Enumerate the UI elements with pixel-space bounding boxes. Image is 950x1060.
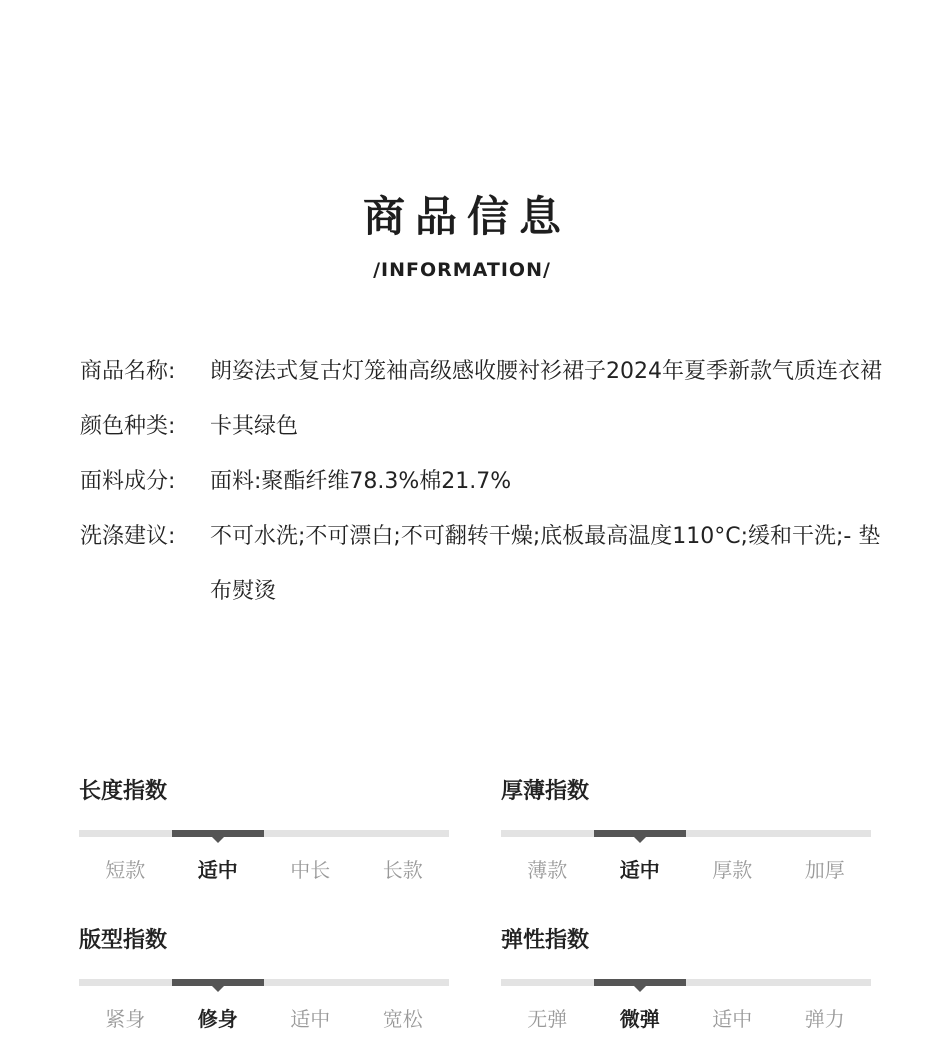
page-title: 商品信息	[362, 192, 571, 241]
info-value-washing: 不可水洗;不可漂白;不可翻转干燥;底板最高温度110°C;缓和干洗;- 垫布熨烫	[210, 524, 881, 604]
index-option: 修身	[197, 1007, 238, 1031]
index-option: 适中	[619, 858, 660, 882]
info-label-name: 商品名称:	[80, 359, 176, 384]
info-value-name: 朗姿法式复古灯笼袖高级感收腰衬衫裙子2024年夏季新款气质连衣裙	[210, 359, 882, 384]
length-index-marker	[172, 830, 265, 837]
info-row-name	[80, 344, 890, 399]
index-option: 中长	[290, 858, 331, 882]
length-index	[79, 777, 449, 883]
length-index-options	[79, 857, 449, 883]
elasticity-index-bar	[501, 979, 871, 986]
thickness-index-marker	[594, 830, 687, 837]
fit-index-bar	[79, 979, 449, 986]
elasticity-index-title: 弹性指数	[501, 928, 590, 953]
info-value-color: 卡其绿色	[210, 414, 299, 439]
index-option: 长款	[382, 858, 423, 882]
fit-index	[79, 926, 449, 1032]
thickness-index-title: 厚薄指数	[501, 779, 590, 804]
info-label-washing: 洗涤建议:	[80, 524, 176, 549]
length-index-bar	[79, 830, 449, 837]
elasticity-index-marker	[594, 979, 687, 986]
index-option: 厚款	[712, 858, 753, 882]
info-label-color: 颜色种类:	[80, 414, 176, 439]
elasticity-index-options	[501, 1006, 871, 1032]
info-row-fabric	[80, 454, 890, 509]
index-option: 适中	[712, 1007, 753, 1031]
length-index-title: 长度指数	[79, 779, 168, 804]
page-subtitle: /INFORMATION/	[373, 259, 551, 281]
fit-index-marker	[172, 979, 265, 986]
index-option: 宽松	[382, 1007, 423, 1031]
info-row-color	[80, 399, 890, 454]
info-row-washing	[80, 509, 890, 619]
index-option: 无弹	[527, 1007, 568, 1031]
thickness-index-options	[501, 857, 871, 883]
info-label-fabric: 面料成分:	[80, 469, 176, 494]
product-info	[80, 344, 890, 619]
index-option: 微弹	[619, 1007, 660, 1031]
thickness-index	[501, 777, 871, 883]
index-option: 适中	[197, 858, 238, 882]
index-option: 适中	[290, 1007, 331, 1031]
thickness-index-bar	[501, 830, 871, 837]
index-option: 薄款	[527, 858, 568, 882]
index-option: 紧身	[105, 1007, 146, 1031]
elasticity-index	[501, 926, 871, 1032]
info-value-fabric: 面料:聚酯纤维78.3%棉21.7%	[210, 469, 512, 494]
index-option: 加厚	[804, 858, 845, 882]
fit-index-options	[79, 1006, 449, 1032]
index-option: 弹力	[804, 1007, 845, 1031]
fit-index-title: 版型指数	[79, 928, 168, 953]
index-option: 短款	[105, 858, 146, 882]
